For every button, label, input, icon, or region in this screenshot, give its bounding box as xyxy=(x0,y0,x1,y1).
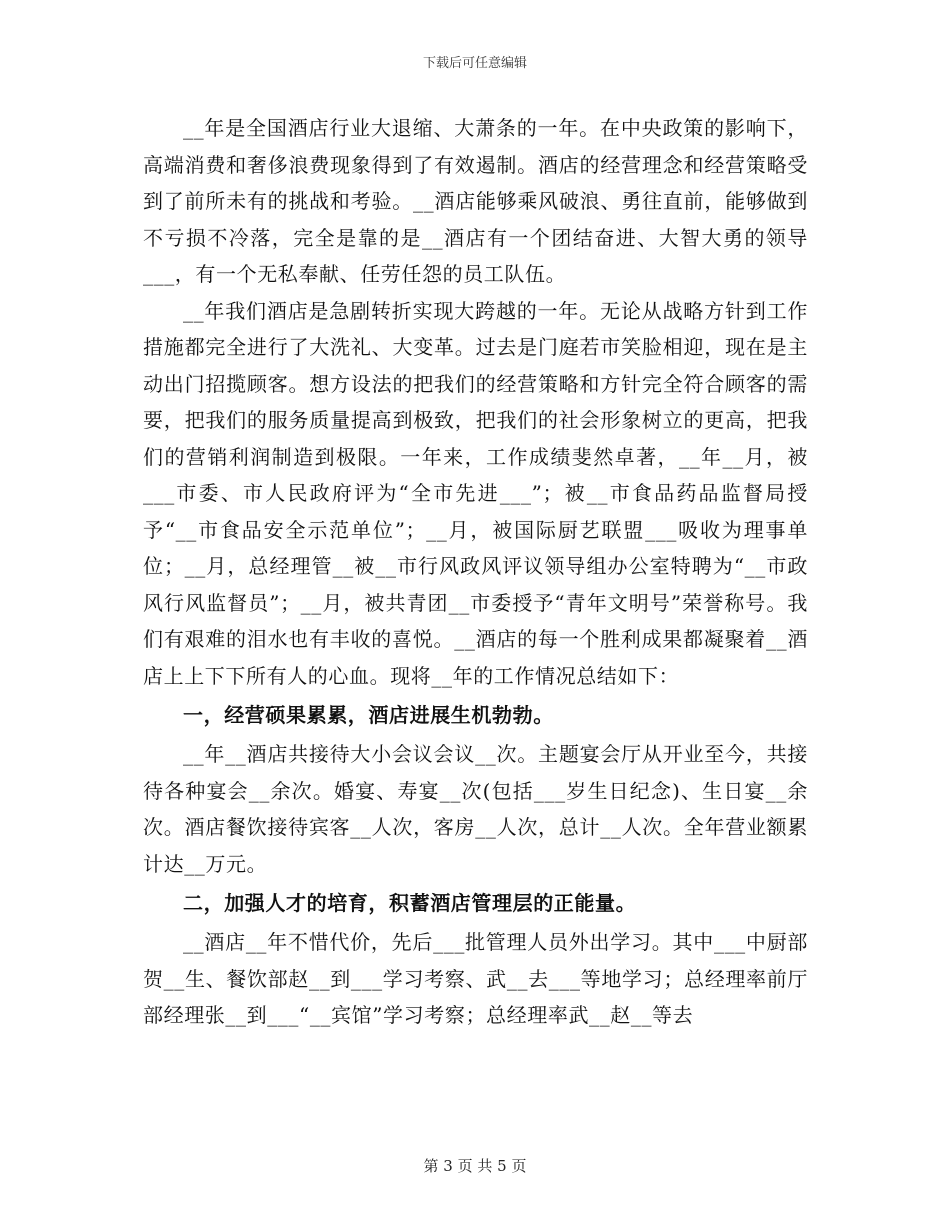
paragraph-achievements: __年我们酒店是急剧转折实现大跨越的一年。无论从战略方针到工作措施都完全进行了大洗礼、大变革。过去是门庭若市笑脸相迎，现在是主动出门招揽顾客。想方设法的把我们的经营策略和方针完全符合顾客的需要，把我们的服务质量提高到极致，把我们的社会形象树立的更高，把我们的营销利润制造到极限。一年来，工作成绩斐然卓著，__年__月，被___市委、市人民政府评为“全市先进___”；被__市食品药品监督局授予“__市食品安全示范单位”；__月，被国际厨艺联盟___吸收为理事单位；__月，总经理管__被__市行风政风评议领导组办公室特聘为“__市政风行风监督员”；__月，被共青团__市委授予“青年文明号”荣誉称号。我们有艰难的泪水也有丰收的喜悦。__酒店的每一个胜利成果都凝聚着__酒店上上下下所有人的心血。现将__年的工作情况总结如下： xyxy=(143,298,808,688)
page-number: 第 3 页 共 5 页 xyxy=(423,1157,527,1175)
paragraph-intro: __年是全国酒店行业大退缩、大萧条的一年。在中央政策的影响下，高端消费和奢侈浪费现象得到了有效遏制。酒店的经营理念和经营策略受到了前所未有的挑战和考验。__酒店能够乘风破浪、勇往直前，能够做到不亏损不冷落，完全是靠的是__酒店有一个团结奋进、大智大勇的领导___，有一个无私奉献、任劳任怨的员工队伍。 xyxy=(143,116,808,286)
paragraph-business-results: __年__酒店共接待大小会议会议__次。主题宴会厅从开业至今，共接待各种宴会__余次。婚宴、寿宴__次(包括___岁生日纪念)、生日宴__余次。酒店餐饮接待宾客__人次，客房__人次，总计__人次。全年营业额累计达__万元。 xyxy=(143,742,808,876)
section-heading-2: 二，加强人才的培育，积蓄酒店管理层的正能量。 xyxy=(183,891,637,915)
section-heading-1: 一，经营硕果累累，酒店进展生机勃勃。 xyxy=(183,703,554,727)
paragraph-talent-training: __酒店__年不惜代价，先后___批管理人员外出学习。其中___中厨部贺__生、餐饮部赵__到___学习考察、武__去___等地学习；总经理率前厅部经理张__到___“__宾馆”学习考察；总经理率武__赵__等去 xyxy=(143,930,808,1027)
page-header: 下载后可任意编辑 xyxy=(422,56,527,71)
document-body xyxy=(143,110,808,1034)
